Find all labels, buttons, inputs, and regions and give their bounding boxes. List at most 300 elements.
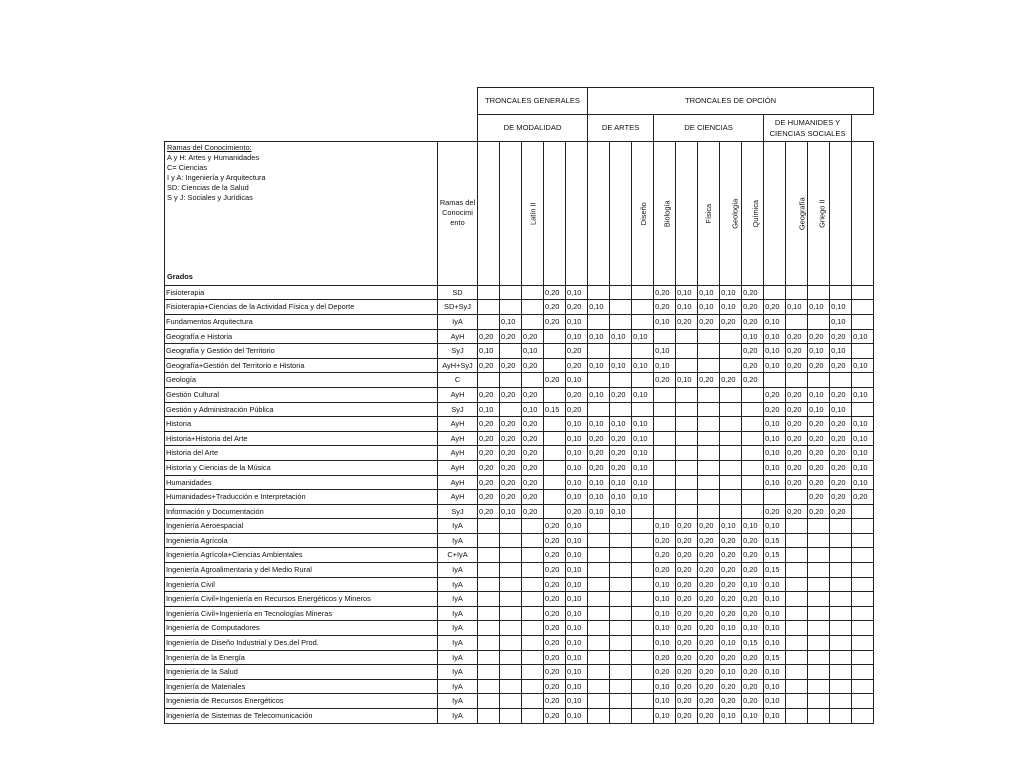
weight-cell	[632, 504, 654, 519]
weight-cell: 0,15	[544, 402, 566, 417]
table-row	[165, 563, 874, 578]
rama-cell: C+IyA	[438, 548, 478, 563]
weight-cell: 0,10	[764, 329, 786, 344]
weight-cell	[478, 519, 500, 534]
rama-cell: IyA	[438, 679, 478, 694]
weight-cell	[478, 679, 500, 694]
weight-cell	[808, 694, 830, 709]
weight-cell	[588, 344, 610, 359]
troncales-opcion-header: TRONCALES DE OPCIÓN	[588, 88, 874, 115]
weight-cell	[852, 563, 874, 578]
weight-cell	[830, 533, 852, 548]
weight-cell: 0,20	[830, 387, 852, 402]
weight-cell	[632, 665, 654, 680]
subject-header	[720, 141, 742, 285]
grado-cell: Información y Documentación	[165, 504, 438, 519]
subject-header-label: Física	[703, 203, 713, 224]
weight-cell: 0,20	[720, 679, 742, 694]
weight-cell	[676, 387, 698, 402]
weight-cell: 0,20	[500, 460, 522, 475]
rama-cell: SyJ	[438, 344, 478, 359]
weight-cell	[632, 577, 654, 592]
weight-cell: 0,20	[786, 504, 808, 519]
weight-cell: 0,10	[764, 519, 786, 534]
weight-cell: 0,20	[676, 621, 698, 636]
weight-cell: 0,20	[720, 592, 742, 607]
rama-cell: IyA	[438, 621, 478, 636]
weight-cell: 0,20	[742, 606, 764, 621]
weight-cell	[632, 650, 654, 665]
subject-header	[786, 141, 808, 285]
weight-cell: 0,20	[720, 548, 742, 563]
weight-cell	[632, 533, 654, 548]
weight-cell	[720, 402, 742, 417]
weight-cell: 0,20	[566, 402, 588, 417]
weight-cell: 0,20	[698, 592, 720, 607]
weight-cell: 0,10	[632, 358, 654, 373]
weight-cell: 0,10	[764, 636, 786, 651]
weight-cell: 0,20	[544, 300, 566, 315]
weight-cell	[610, 694, 632, 709]
weight-cell: 0,10	[676, 300, 698, 315]
ponderaciones-table	[164, 87, 874, 724]
weight-cell: 0,10	[830, 344, 852, 359]
weight-cell	[610, 314, 632, 329]
weight-cell: 0,20	[478, 504, 500, 519]
weight-cell	[698, 358, 720, 373]
weight-cell: 0,10	[566, 606, 588, 621]
weight-cell	[830, 592, 852, 607]
weight-cell: 0,10	[764, 431, 786, 446]
subject-header	[742, 141, 764, 285]
weight-cell	[478, 314, 500, 329]
weight-cell: 0,20	[742, 679, 764, 694]
grado-cell: Ingeniería de la Energía	[165, 650, 438, 665]
weight-cell: 0,20	[610, 460, 632, 475]
weight-cell	[588, 402, 610, 417]
weight-cell: 0,20	[544, 373, 566, 388]
grado-cell: Humanidades	[165, 475, 438, 490]
weight-cell: 0,20	[478, 387, 500, 402]
table-row	[165, 533, 874, 548]
rama-cell: IyA	[438, 650, 478, 665]
weight-cell: 0,10	[522, 344, 544, 359]
grado-cell: Ingeniería Agroalimentaria y del Medio Rural	[165, 563, 438, 578]
rama-cell: SD	[438, 285, 478, 300]
weight-cell	[786, 650, 808, 665]
weight-cell	[786, 621, 808, 636]
weight-cell: 0,20	[676, 709, 698, 724]
subject-header	[500, 141, 522, 285]
weight-cell: 0,10	[566, 621, 588, 636]
weight-cell	[852, 373, 874, 388]
weight-cell: 0,20	[808, 431, 830, 446]
weight-cell: 0,10	[566, 665, 588, 680]
table-row	[165, 709, 874, 724]
weight-cell	[478, 650, 500, 665]
weight-cell	[500, 592, 522, 607]
weight-cell	[808, 679, 830, 694]
weight-cell: 0,10	[500, 504, 522, 519]
rama-cell: IyA	[438, 606, 478, 621]
weight-cell	[544, 329, 566, 344]
table-row	[165, 373, 874, 388]
legend-line: A y H: Artes y Humanidades	[167, 152, 260, 162]
weight-cell	[500, 285, 522, 300]
subject-header	[830, 141, 852, 285]
weight-cell: 0,10	[632, 460, 654, 475]
weight-cell	[808, 533, 830, 548]
weight-cell	[500, 563, 522, 578]
weight-cell: 0,10	[654, 621, 676, 636]
weight-cell: 0,10	[720, 519, 742, 534]
weight-cell: 0,10	[764, 475, 786, 490]
rama-cell: SD+SyJ	[438, 300, 478, 315]
rama-cell: IyA	[438, 577, 478, 592]
weight-cell	[632, 402, 654, 417]
weight-cell	[676, 504, 698, 519]
weight-cell: 0,10	[852, 446, 874, 461]
weight-cell: 0,10	[566, 548, 588, 563]
weight-cell: 0,10	[742, 577, 764, 592]
weight-cell: 0,20	[544, 606, 566, 621]
weight-cell: 0,10	[566, 650, 588, 665]
weight-cell	[720, 475, 742, 490]
weight-cell	[852, 636, 874, 651]
weight-cell: 0,10	[742, 519, 764, 534]
weight-cell: 0,10	[632, 417, 654, 432]
weight-cell	[610, 577, 632, 592]
weight-cell: 0,10	[676, 373, 698, 388]
weight-cell: 0,10	[632, 490, 654, 505]
weight-cell: 0,15	[764, 533, 786, 548]
weight-cell	[830, 373, 852, 388]
table-row	[165, 665, 874, 680]
weight-cell: 0,10	[720, 636, 742, 651]
weight-cell: 0,20	[544, 694, 566, 709]
table-row	[165, 650, 874, 665]
table-row	[165, 679, 874, 694]
weight-cell	[852, 665, 874, 680]
weight-cell	[830, 285, 852, 300]
weight-cell: 0,10	[588, 329, 610, 344]
weight-cell	[786, 519, 808, 534]
weight-cell	[720, 417, 742, 432]
weight-cell: 0,20	[500, 387, 522, 402]
weight-cell	[610, 548, 632, 563]
weight-cell: 0,20	[544, 314, 566, 329]
weight-cell	[522, 650, 544, 665]
weight-cell: 0,10	[764, 592, 786, 607]
weight-cell	[522, 300, 544, 315]
weight-cell	[720, 387, 742, 402]
weight-cell: 0,10	[632, 475, 654, 490]
grado-cell: Ingeniería Agrícola	[165, 533, 438, 548]
weight-cell	[610, 606, 632, 621]
weight-cell: 0,20	[830, 460, 852, 475]
weight-cell	[610, 344, 632, 359]
weight-cell: 0,10	[720, 300, 742, 315]
table-row	[165, 519, 874, 534]
weight-cell	[786, 606, 808, 621]
weight-cell: 0,20	[522, 417, 544, 432]
weight-cell	[588, 694, 610, 709]
grado-cell: Humanidades+Traducción e Interpretación	[165, 490, 438, 505]
weight-cell	[522, 606, 544, 621]
weight-cell: 0,10	[566, 285, 588, 300]
weight-cell: 0,20	[654, 665, 676, 680]
weight-cell	[786, 694, 808, 709]
weight-cell: 0,20	[830, 490, 852, 505]
weight-cell: 0,10	[852, 460, 874, 475]
weight-cell	[698, 387, 720, 402]
weight-cell: 0,10	[566, 329, 588, 344]
weight-cell	[808, 285, 830, 300]
weight-cell	[830, 519, 852, 534]
weight-cell	[544, 460, 566, 475]
weight-cell	[610, 533, 632, 548]
weight-cell	[786, 709, 808, 724]
table-row	[165, 475, 874, 490]
weight-cell: 0,20	[676, 519, 698, 534]
weight-cell	[742, 460, 764, 475]
rama-cell: IyA	[438, 519, 478, 534]
weight-cell	[632, 592, 654, 607]
weight-cell	[698, 446, 720, 461]
weight-cell: 0,20	[720, 577, 742, 592]
weight-cell	[588, 548, 610, 563]
legend-line: I y A: Ingeniería y Arquitectura	[167, 172, 266, 182]
weight-cell: 0,20	[742, 373, 764, 388]
weight-cell: 0,20	[676, 533, 698, 548]
weight-cell	[808, 548, 830, 563]
weight-cell: 0,10	[852, 358, 874, 373]
rama-cell: SyJ	[438, 402, 478, 417]
weight-cell: 0,20	[720, 650, 742, 665]
weight-cell	[500, 650, 522, 665]
weight-cell	[588, 563, 610, 578]
weight-cell	[808, 621, 830, 636]
weight-cell	[852, 504, 874, 519]
weight-cell	[478, 621, 500, 636]
weight-cell	[808, 577, 830, 592]
weight-cell: 0,20	[698, 665, 720, 680]
weight-cell	[500, 709, 522, 724]
weight-cell	[786, 548, 808, 563]
table-row	[165, 431, 874, 446]
weight-cell	[522, 373, 544, 388]
weight-cell: 0,20	[544, 533, 566, 548]
weight-cell: 0,10	[566, 417, 588, 432]
rama-cell: AyH	[438, 417, 478, 432]
weight-cell	[808, 709, 830, 724]
rama-cell: IyA	[438, 665, 478, 680]
weight-cell	[654, 460, 676, 475]
weight-cell: 0,10	[852, 475, 874, 490]
subject-header	[764, 141, 786, 285]
weight-cell	[786, 314, 808, 329]
weight-cell	[610, 592, 632, 607]
weight-cell	[500, 344, 522, 359]
weight-cell: 0,20	[808, 358, 830, 373]
weight-cell	[610, 563, 632, 578]
weight-cell	[522, 679, 544, 694]
grado-cell: Ingeniería de la Salud	[165, 665, 438, 680]
weight-cell	[610, 373, 632, 388]
weight-cell	[786, 665, 808, 680]
weight-cell: 0,20	[698, 621, 720, 636]
grado-cell: Ingeniería de Recursos Energéticos	[165, 694, 438, 709]
weight-cell	[676, 446, 698, 461]
weight-cell	[698, 431, 720, 446]
weight-cell	[742, 417, 764, 432]
weight-cell: 0,20	[478, 490, 500, 505]
weight-cell	[720, 460, 742, 475]
weight-cell: 0,20	[588, 446, 610, 461]
rama-cell: AyH	[438, 475, 478, 490]
weight-cell	[654, 387, 676, 402]
weight-cell	[830, 563, 852, 578]
subject-header	[808, 141, 830, 285]
weight-cell	[632, 563, 654, 578]
weight-cell	[522, 621, 544, 636]
weight-cell: 0,20	[522, 490, 544, 505]
weight-cell: 0,10	[632, 446, 654, 461]
table-row	[165, 300, 874, 315]
weight-cell	[632, 285, 654, 300]
weight-cell: 0,20	[500, 358, 522, 373]
weight-cell: 0,20	[676, 577, 698, 592]
table-row	[165, 577, 874, 592]
weight-cell	[588, 519, 610, 534]
legend-line: C= Ciencias	[167, 162, 208, 172]
weight-cell	[852, 577, 874, 592]
weight-cell	[610, 650, 632, 665]
weight-cell: 0,20	[478, 431, 500, 446]
weight-cell: 0,20	[698, 694, 720, 709]
weight-cell	[478, 285, 500, 300]
weight-cell	[544, 417, 566, 432]
weight-cell: 0,20	[544, 592, 566, 607]
weight-cell	[698, 402, 720, 417]
weight-cell: 0,20	[742, 533, 764, 548]
weight-cell	[654, 475, 676, 490]
weight-cell	[698, 490, 720, 505]
weight-cell: 0,20	[720, 563, 742, 578]
ramas-label: Ramas del Conocimi ento	[438, 141, 478, 285]
grado-cell: Geología	[165, 373, 438, 388]
weight-cell	[522, 577, 544, 592]
weight-cell: 0,20	[808, 329, 830, 344]
weight-cell: 0,10	[808, 387, 830, 402]
weight-cell: 0,10	[566, 490, 588, 505]
weight-cell	[852, 533, 874, 548]
weight-cell: 0,10	[610, 358, 632, 373]
weight-cell	[698, 329, 720, 344]
weight-cell: 0,10	[610, 490, 632, 505]
weight-cell: 0,10	[852, 417, 874, 432]
weight-cell: 0,20	[588, 431, 610, 446]
weight-cell	[610, 665, 632, 680]
weight-cell	[830, 665, 852, 680]
weight-cell	[720, 504, 742, 519]
weight-cell: 0,20	[654, 533, 676, 548]
weight-cell: 0,10	[610, 417, 632, 432]
weight-cell: 0,20	[698, 679, 720, 694]
weight-cell	[676, 460, 698, 475]
weight-cell: 0,10	[764, 344, 786, 359]
weight-cell	[632, 519, 654, 534]
subject-header	[544, 141, 566, 285]
weight-cell: 0,20	[830, 475, 852, 490]
weight-cell	[852, 344, 874, 359]
weight-cell	[786, 373, 808, 388]
weight-cell: 0,20	[500, 417, 522, 432]
weight-cell: 0,20	[786, 417, 808, 432]
weight-cell: 0,10	[764, 665, 786, 680]
weight-cell: 0,10	[610, 504, 632, 519]
weight-cell	[478, 577, 500, 592]
weight-cell	[698, 344, 720, 359]
weight-cell	[676, 344, 698, 359]
weight-cell: 0,20	[742, 358, 764, 373]
weight-cell: 0,20	[786, 344, 808, 359]
weight-cell: 0,20	[786, 460, 808, 475]
grado-cell: Historia+Historia del Arte	[165, 431, 438, 446]
weight-cell: 0,10	[588, 417, 610, 432]
weight-cell	[654, 402, 676, 417]
weight-cell	[786, 592, 808, 607]
weight-cell	[808, 373, 830, 388]
weight-cell: 0,20	[676, 665, 698, 680]
weight-cell: 0,20	[544, 563, 566, 578]
weight-cell	[830, 650, 852, 665]
weight-cell	[742, 387, 764, 402]
rama-cell: C	[438, 373, 478, 388]
weight-cell	[742, 446, 764, 461]
weight-cell	[632, 548, 654, 563]
weight-cell: 0,20	[500, 490, 522, 505]
weight-cell	[500, 636, 522, 651]
weight-cell: 0,10	[654, 636, 676, 651]
weight-cell: 0,20	[830, 431, 852, 446]
rama-cell: AyH	[438, 446, 478, 461]
de-artes-header: DE ARTES	[588, 114, 654, 141]
weight-cell: 0,10	[830, 314, 852, 329]
weight-cell: 0,20	[852, 490, 874, 505]
grado-cell: Ingeniería Civil+Ingeniería en Recursos Energéticos y Mineros	[165, 592, 438, 607]
weight-cell: 0,15	[764, 563, 786, 578]
weight-cell	[544, 344, 566, 359]
weight-cell: 0,20	[830, 504, 852, 519]
subject-header-label: Griego II	[817, 199, 827, 228]
weight-cell	[588, 314, 610, 329]
weight-cell	[852, 621, 874, 636]
weight-cell: 0,10	[522, 402, 544, 417]
weight-cell: 0,20	[522, 431, 544, 446]
weight-cell: 0,20	[610, 431, 632, 446]
weight-cell	[500, 402, 522, 417]
legend-line: SD: Ciencias de la Salud	[167, 182, 249, 192]
weight-cell	[852, 650, 874, 665]
weight-cell: 0,20	[654, 373, 676, 388]
troncales-generales-header: TRONCALES GENERALES	[478, 88, 588, 115]
table-row	[165, 694, 874, 709]
grado-cell: Ingeniería Civil+Ingeniería en Tecnologías Mineras	[165, 606, 438, 621]
weight-cell: 0,20	[654, 563, 676, 578]
weight-cell: 0,20	[742, 694, 764, 709]
ponderaciones-sheet	[164, 87, 871, 724]
